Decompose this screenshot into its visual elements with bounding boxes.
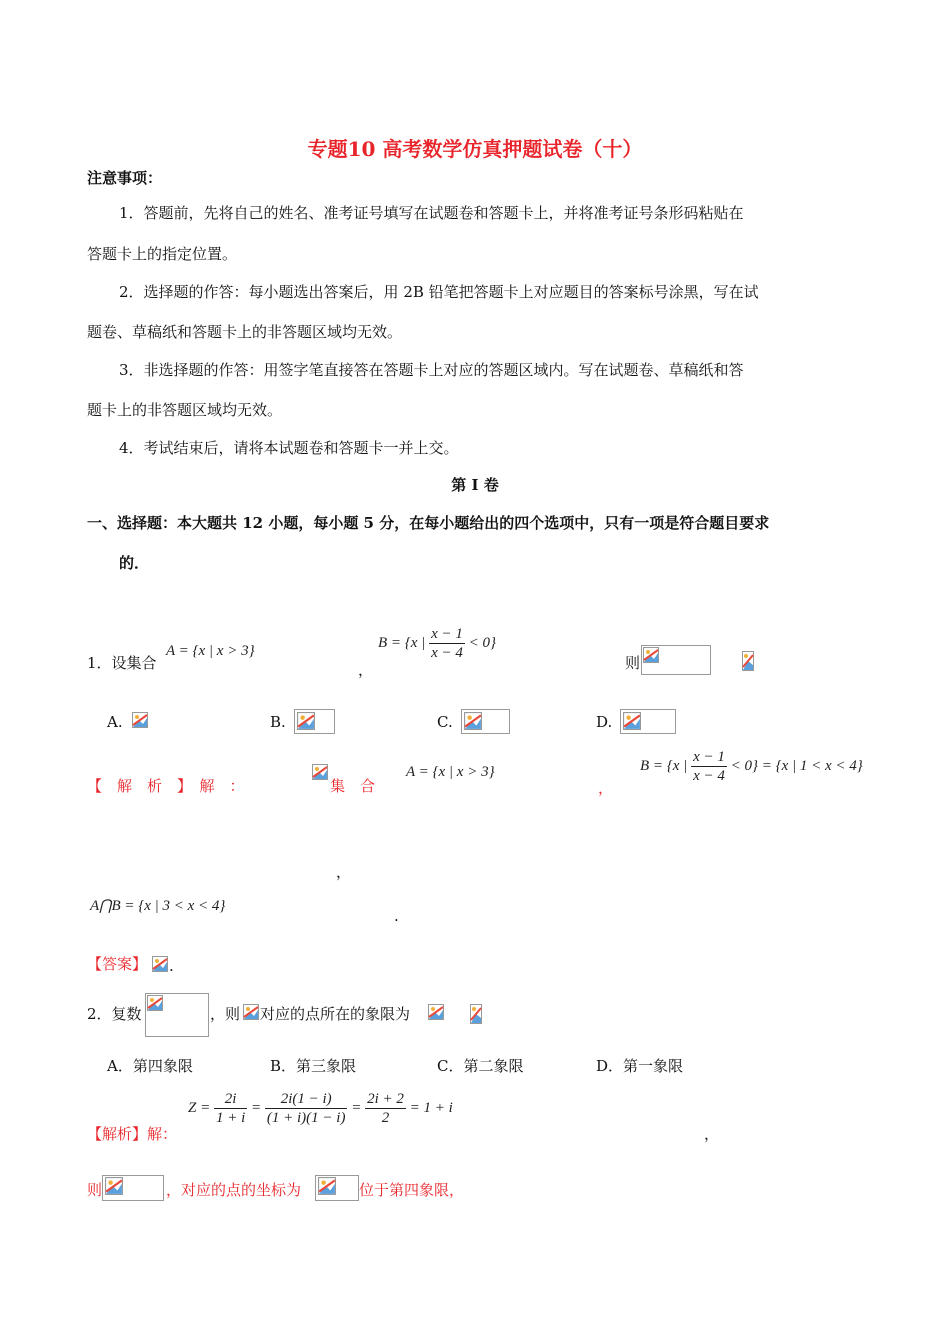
q2-option-d[interactable]: D．第一象限 (596, 1057, 684, 1075)
q2-analysis-then: 则 (87, 1181, 103, 1199)
notice-item-1-line-2: 答题卡上的指定位置。 (87, 245, 238, 263)
q1-answer-tail: . (169, 957, 174, 975)
q1-then: 则 (625, 654, 641, 672)
q1-option-a[interactable]: A. (107, 713, 123, 731)
q1-period: . (394, 907, 399, 925)
q2-fraction-3-denominator: 2 (381, 1110, 390, 1126)
broken-image-icon (470, 1004, 482, 1024)
q2-fraction-2-numerator: 2i(1 − i) (265, 1090, 348, 1109)
q1-comma: ， (358, 661, 374, 679)
broken-image-icon (312, 764, 328, 780)
q1-analysis-b-left: B = {x | (640, 757, 688, 774)
q1-set-b-fraction (429, 625, 465, 662)
q1-analysis-set-b (640, 748, 863, 785)
notice-heading: 注意事项： (87, 169, 163, 187)
q1-prefix: 1．设集合 (87, 654, 157, 672)
broken-image-icon (296, 712, 316, 730)
q2-fraction-1-numerator: 2i (214, 1090, 247, 1109)
q2-analysis-mid: ，对应的点的坐标为 (166, 1181, 302, 1199)
broken-image-icon (132, 712, 148, 728)
q2-fraction-2-denominator: (1 + i)(1 − i) (266, 1110, 346, 1126)
notice-item-4: 4．考试结束后，请将本试题卷和答题卡一并上交。 (119, 439, 459, 457)
notice-item-3-line-2: 题卡上的非答题区域均无效。 (87, 401, 283, 419)
q1-option-d[interactable]: D. (596, 713, 613, 731)
q1-analysis-b-numerator: x − 1 (693, 749, 725, 765)
section-heading-line-2: 的． (119, 554, 150, 572)
q2-eq-1: = (251, 1099, 262, 1116)
notice-item-3-line-1: 3．非选择题的作答：用签字笔直接答在答题卡上对应的答题区域内。写在试题卷、草稿纸和答 (119, 361, 744, 379)
broken-image-icon (428, 1004, 444, 1020)
q1-analysis-b-denominator: x − 4 (693, 768, 725, 784)
q1-fraction-numerator: x − 1 (431, 626, 463, 642)
q2-analysis-comma: ， (704, 1125, 720, 1143)
q2-prefix: 2．复数 (87, 1005, 142, 1023)
q1-set-b (378, 625, 496, 662)
q2-fraction-3-numerator: 2i + 2 (367, 1091, 404, 1107)
q2-option-c[interactable]: C．第二象限 (437, 1057, 524, 1075)
q2-fraction-1-denominator: 1 + i (215, 1110, 246, 1126)
q2-fraction-1 (214, 1090, 247, 1127)
q1-intersection: A⋂B = {x | 3 < x < 4} (90, 898, 226, 914)
q1-fraction-denominator: x − 4 (431, 645, 463, 661)
q2-result: = 1 + i (409, 1099, 453, 1116)
broken-image-icon (622, 712, 642, 730)
q1-set-a: A = {x | x > 3} (166, 643, 255, 659)
q1-option-c[interactable]: C. (437, 713, 453, 731)
q2-z-eq: Z = (188, 1099, 211, 1116)
q2-fraction-3 (365, 1090, 406, 1127)
q1-analysis-set-word: 集 合 (330, 777, 376, 795)
q2-analysis-label: 【解析】解： (87, 1125, 178, 1143)
q2-tail: 对应的点所在的象限为 (260, 1005, 411, 1023)
q1-set-b-left: B = {x | (378, 634, 426, 651)
q2-mid: ，则 (210, 1005, 241, 1023)
q1-answer-label: 【答案】 (87, 955, 148, 973)
q1-option-b[interactable]: B. (270, 713, 286, 731)
broken-image-icon (742, 651, 754, 671)
broken-image-icon (152, 956, 168, 972)
notice-item-2-line-2: 题卷、草稿纸和答题卡上的非答题区域均无效。 (87, 323, 403, 341)
q1-analysis-b-fraction (691, 748, 727, 785)
q2-eq-2: = (351, 1099, 362, 1116)
q2-analysis-formula (188, 1090, 453, 1127)
broken-image-icon (147, 995, 163, 1011)
q2-analysis-tail: 位于第四象限， (359, 1181, 465, 1199)
q1-analysis-label: 【 解 析 】 解 ： (87, 777, 245, 795)
broken-image-icon (104, 1177, 124, 1195)
section-heading-line-1: 一、选择题：本大题共 12 小题，每小题 5 分，在每小题给出的四个选项中，只有一项是符合题目要求 (87, 514, 770, 532)
q1-analysis-set-a: A = {x | x > 3} (406, 764, 495, 780)
q1-comma-2: ， (336, 863, 352, 881)
volume-heading: 第 I 卷 (451, 476, 499, 494)
q1-analysis-b-right: < 0} = {x | 1 < x < 4} (730, 757, 863, 774)
q1-set-b-right: < 0} (468, 634, 496, 651)
broken-image-icon (643, 647, 659, 663)
broken-image-icon (317, 1177, 337, 1195)
notice-item-1-line-1: 1．答题前，先将自己的姓名、准考证号填写在试题卷和答题卡上，并将准考证号条形码粘贴在 (119, 204, 744, 222)
q2-fraction-2 (265, 1090, 348, 1127)
q2-option-a[interactable]: A．第四象限 (107, 1057, 193, 1075)
q2-option-b[interactable]: B．第三象限 (270, 1057, 357, 1075)
q1-analysis-comma: ， (598, 779, 614, 797)
broken-image-icon (243, 1004, 259, 1020)
notice-item-2-line-1: 2．选择题的作答：每小题选出答案后，用 2B 铅笔把答题卡上对应题目的答案标号涂黑，写在试 (119, 283, 759, 301)
broken-image-icon (463, 712, 483, 730)
page-title: 专题10 高考数学仿真押题试卷（十） (307, 137, 643, 161)
